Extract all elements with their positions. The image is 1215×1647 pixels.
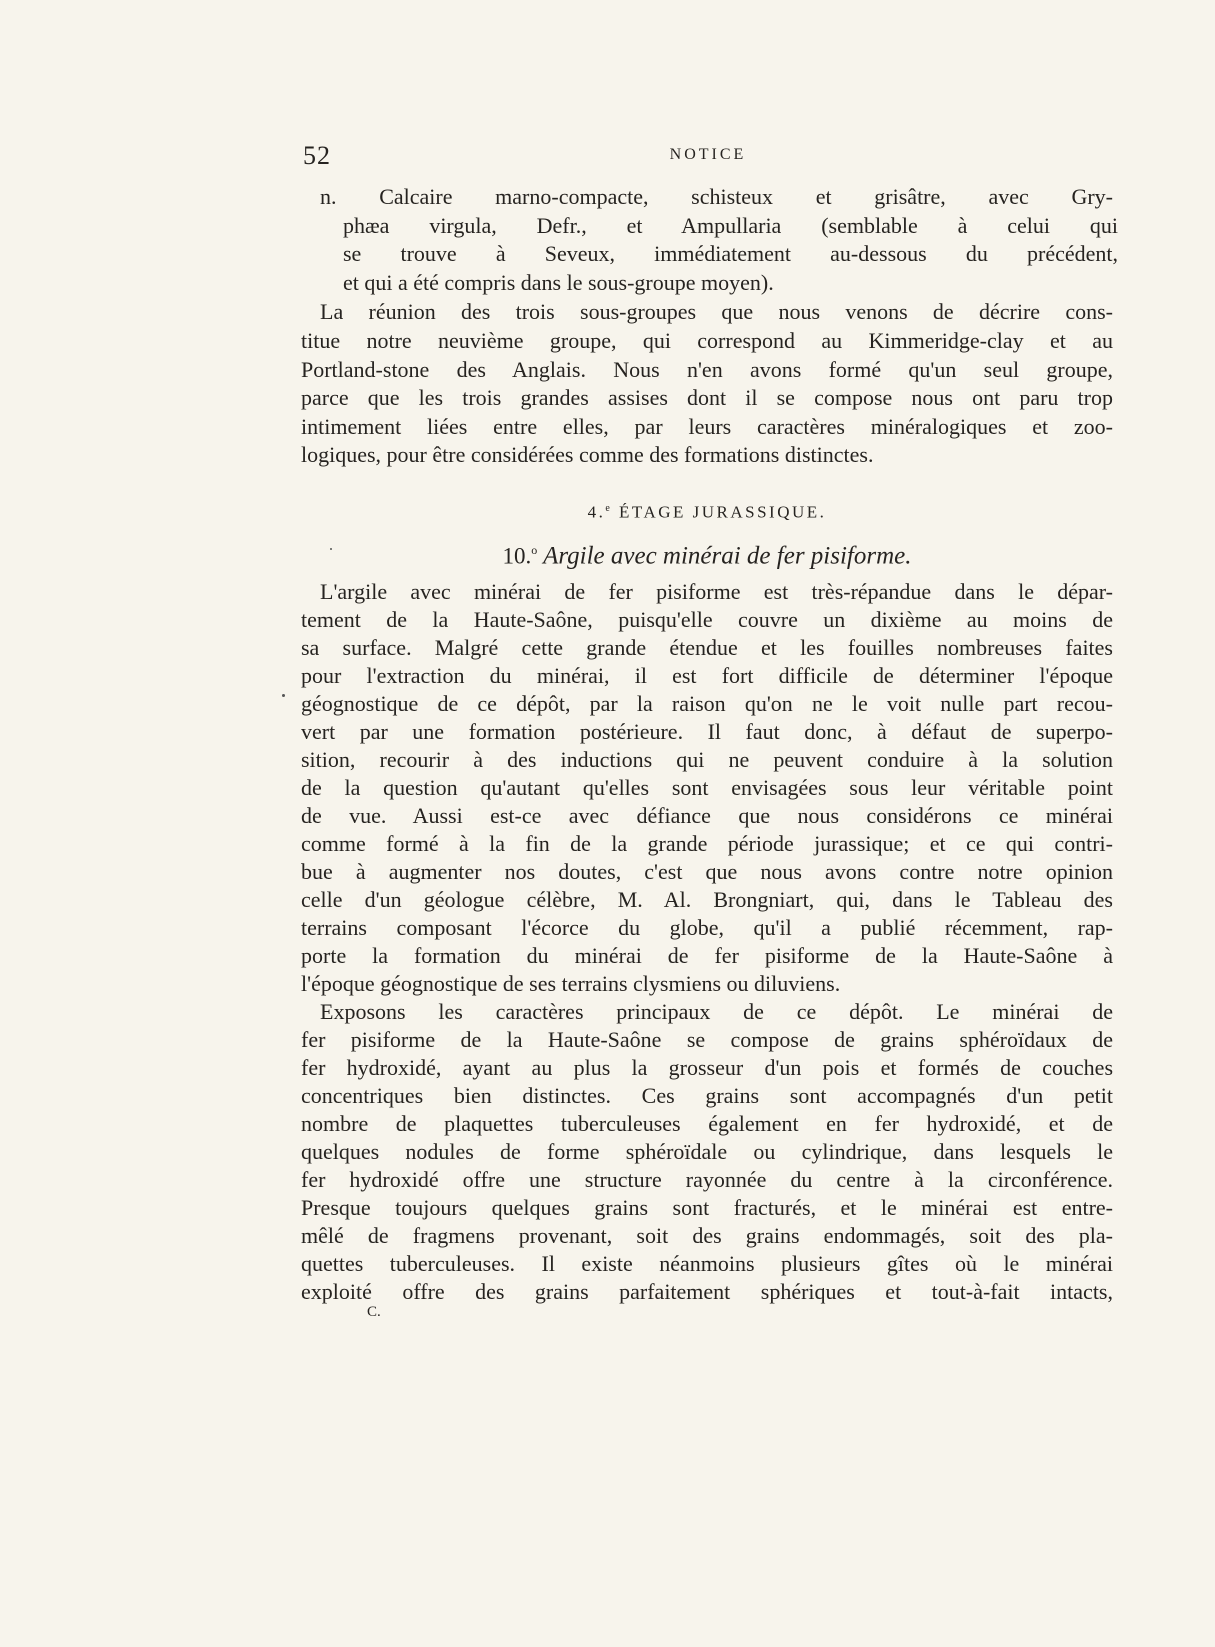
text-line: comme formé à la fin de la grande période jurassique; et ce qui contri- — [301, 831, 1113, 856]
subsection-number: 10. — [502, 543, 532, 569]
text-line: sa surface. Malgré cette grande étendue et les fouilles nombreuses faites — [301, 635, 1113, 660]
text-line: vert par une formation postérieure. Il faut donc, à défaut de superpo- — [301, 719, 1113, 744]
text-line: fer pisiforme de la Haute-Saône se compose de grains sphéroïdaux de — [301, 1027, 1113, 1052]
text-line: bue à augmenter nos doutes, c'est que nous avons contre notre opinion — [301, 859, 1113, 884]
catchword: C. — [367, 1304, 381, 1320]
text-line: exploité offre des grains parfaitement sphériques et tout-à-fait intacts, — [301, 1279, 1113, 1304]
text-line: Presque toujours quelques grains sont fracturés, et le minérai est entre- — [301, 1195, 1113, 1220]
page-header — [303, 141, 1113, 173]
ink-speck — [330, 548, 332, 550]
text-line: concentriques bien distinctes. Ces grains sont accompagnés d'un petit — [301, 1083, 1113, 1108]
subsection-superscript: o — [531, 543, 538, 557]
subsection-title — [301, 532, 1113, 568]
text-line: quettes tuberculeuses. Il existe néanmoins plusieurs gîtes où le minérai — [301, 1251, 1113, 1276]
text-line: quelques nodules de forme sphéroïdale ou cylindrique, dans lesquels le — [301, 1139, 1113, 1164]
text-line: terrains composant l'écorce du globe, qu'il a publié récemment, rap- — [301, 915, 1113, 940]
text-line: L'argile avec minérai de fer pisiforme est très-répandue dans le dépar- — [320, 579, 1113, 604]
text-line: intimement liées entre elles, par leurs caractères minéralogiques et zoo- — [301, 414, 1113, 439]
text-line: de vue. Aussi est-ce avec défiance que nous considérons ce minérai — [301, 803, 1113, 828]
section-heading — [301, 494, 1113, 524]
text-line: de la question qu'autant qu'elles sont envisagées sous leur véritable point — [301, 775, 1113, 800]
text-line: géognostique de ce dépôt, par la raison qu'on ne le voit nulle part recou- — [301, 691, 1113, 716]
text-line: et qui a été compris dans le sous-groupe moyen). — [343, 270, 774, 295]
page-number: 52 — [303, 141, 331, 170]
text-line: La réunion des trois sous-groupes que nous venons de décrire cons- — [320, 299, 1113, 324]
ink-speck — [282, 694, 285, 697]
section-superscript: e — [605, 503, 613, 514]
text-line: Portland-stone des Anglais. Nous n'en avons formé qu'un seul groupe, — [301, 357, 1113, 382]
text-line: parce que les trois grandes assises dont il se compose nous ont paru trop — [301, 385, 1113, 410]
text-line: celle d'un géologue célèbre, M. Al. Brongniart, qui, dans le Tableau des — [301, 887, 1113, 912]
text-line: fer hydroxidé offre une structure rayonnée du centre à la circonférence. — [301, 1167, 1113, 1192]
text-line: pour l'extraction du minérai, il est fort difficile de déterminer l'époque — [301, 663, 1113, 688]
text-line: sition, recourir à des inductions qui ne peuvent conduire à la solution — [301, 747, 1113, 772]
text-line: tement de la Haute-Saône, puisqu'elle couvre un dixième au moins de — [301, 607, 1113, 632]
text-line: fer hydroxidé, ayant au plus la grosseur d'un pois et formés de couches — [301, 1055, 1113, 1080]
text-line: mêlé de fragmens provenant, soit des grains endommagés, soit des pla- — [301, 1223, 1113, 1248]
text-line: l'époque géognostique de ses terrains clysmiens ou diluviens. — [301, 971, 841, 996]
text-line: se trouve à Seveux, immédiatement au-dessous du précédent, — [343, 241, 1118, 266]
text-line: phæa virgula, Defr., et Ampullaria (semblable à celui qui — [343, 213, 1118, 238]
text-line: porte la formation du minérai de fer pisiforme de la Haute-Saône à — [301, 943, 1113, 968]
subsection-title-text: Argile avec minérai de fer pisiforme. — [543, 542, 912, 570]
section-number: 4. — [587, 502, 606, 522]
running-head: NOTICE — [669, 146, 747, 163]
text-line: n. Calcaire marno-compacte, schisteux et grisâtre, avec Gry- — [320, 184, 1113, 209]
text-line: nombre de plaquettes tuberculeuses également en fer hydroxidé, et de — [301, 1111, 1113, 1136]
text-line: Exposons les caractères principaux de ce dépôt. Le minérai de — [320, 999, 1113, 1024]
text-line: logiques, pour être considérées comme des formations distinctes. — [301, 442, 874, 467]
text-line: titue notre neuvième groupe, qui correspond au Kimmeridge-clay et au — [301, 328, 1113, 353]
section-label: ÉTAGE JURASSIQUE. — [619, 502, 827, 522]
